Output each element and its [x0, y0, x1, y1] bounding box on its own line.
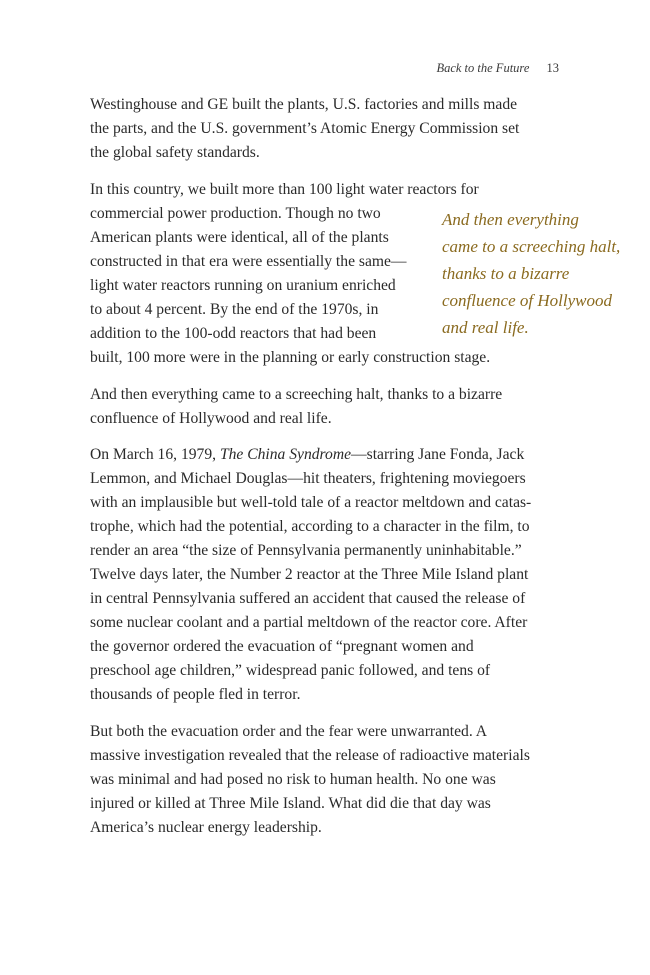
running-title: Back to the Future	[436, 61, 530, 75]
text-line: And then everything came to a screeching halt, thanks to a bizarre	[90, 386, 503, 403]
text-line: built, 100 more were in the planning or early construction stage.	[90, 349, 491, 366]
text-line: Lemmon, and Michael Douglas—hit theaters, frightening moviegoers	[90, 470, 526, 487]
text-line: constructed in that era were essentially the same—	[90, 253, 407, 270]
text-line: But both the evacuation order and the fear were unwarranted. A	[90, 723, 488, 740]
pull-quote-line: And then everything	[442, 210, 579, 229]
text-line: massive investigation revealed that the release of radioactive materials	[90, 747, 530, 764]
text-line: in central Pennsylvania suffered an accident that caused the release of	[90, 590, 526, 607]
text-line: preschool age children,” widespread panic followed, and tens of	[90, 662, 491, 679]
text-line: the parts, and the U.S. government’s Atomic Energy Commission set	[90, 120, 520, 137]
paragraph-3	[90, 383, 562, 431]
text-line: addition to the 100-odd reactors that had been	[90, 325, 377, 342]
pull-quote-line: and real life.	[442, 318, 529, 337]
text-line: In this country, we built more than 100 light water reactors for	[90, 181, 479, 198]
pull-quote-line: thanks to a bizarre	[442, 264, 570, 283]
text-line: with an implausible but well-told tale of a reactor meltdown and catas-	[90, 494, 532, 511]
text-segment: —starring Jane Fonda, Jack	[351, 446, 525, 463]
pull-quote-line: confluence of Hollywood	[442, 291, 612, 310]
text-line: was minimal and had posed no risk to human health. No one was	[90, 771, 496, 788]
text-line: Westinghouse and GE built the plants, U.S. factories and mills made	[90, 96, 518, 113]
text-line: Twelve days later, the Number 2 reactor at the Three Mile Island plant	[90, 566, 529, 583]
pull-quote-line: came to a screeching halt,	[442, 237, 621, 256]
film-title: The China Syndrome	[219, 446, 352, 463]
text-line: confluence of Hollywood and real life.	[90, 410, 332, 427]
text-line: the governor ordered the evacuation of “pregnant women and	[90, 638, 474, 655]
text-line: trophe, which had the potential, according to a character in the film, to	[90, 518, 530, 535]
text-line: render an area “the size of Pennsylvania permanently uninhabitable.”	[90, 542, 522, 559]
text-line: injured or killed at Three Mile Island. What did die that day was	[90, 795, 491, 812]
text-line: to about 4 percent. By the end of the 1970s, in	[90, 301, 379, 318]
pull-quote	[442, 206, 642, 341]
paragraph-1	[90, 93, 562, 165]
text-line: America’s nuclear energy leadership.	[90, 819, 322, 836]
text-line: light water reactors running on uranium enriched	[90, 277, 396, 294]
text-line: thousands of people fled in terror.	[90, 686, 301, 703]
text-segment: On March 16, 1979,	[90, 446, 220, 463]
text-line	[90, 443, 562, 467]
text-line: some nuclear coolant and a partial meltdown of the reactor core. After	[90, 614, 528, 631]
text-line: American plants were identical, all of the plants	[90, 229, 389, 246]
paragraph-4	[90, 443, 562, 707]
paragraph-5	[90, 720, 562, 840]
text-line: commercial power production. Though no two	[90, 205, 381, 222]
page-number: 13	[546, 61, 559, 75]
running-head	[436, 61, 559, 76]
text-line: the global safety standards.	[90, 144, 260, 161]
